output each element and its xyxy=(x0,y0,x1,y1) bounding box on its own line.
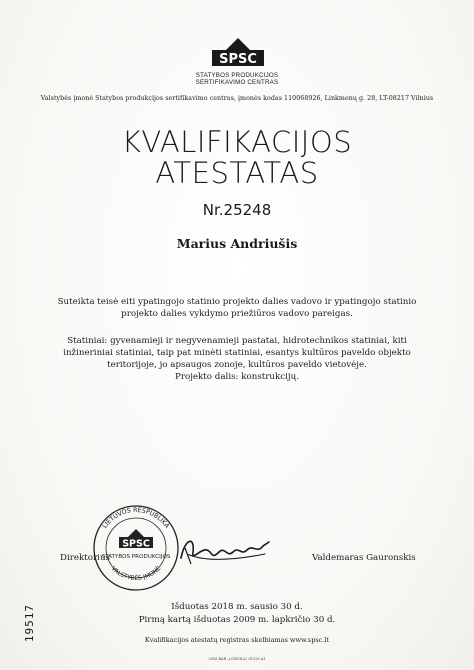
seal-top-text: LIETUVOS RESPUBLIKA xyxy=(101,506,171,530)
spsc-logo xyxy=(210,38,266,68)
seal-center-text: SPSC xyxy=(122,538,150,550)
printer-imprint: 2016 BAB „LODVILA" 61329 A1 xyxy=(208,657,266,661)
structures-text: Statiniai: gyvenamieji ir negyvenamieji pastatai, hidrotechnikos statiniai, kiti inžineriniai statiniai, taip pat minėti statiniai, esantys kultūros paveldo objekto teritorijoje, jo apsaugos zonoje, kultūros paveldo vietovėje. xyxy=(63,336,411,370)
holder-name: Marius Andriušis xyxy=(176,236,298,251)
official-seal xyxy=(86,503,186,593)
logo-subtitle-line1: STATYBOS PRODUKCIJOS xyxy=(195,72,279,79)
director-label: Direktorius xyxy=(60,553,111,563)
grant-paragraph: Suteikta teisė eiti ypatingojo statinio projekto dalies vadovo ir ypatingojo statinio projekto dalies vykdymo priežiūros vadovo pareigas. xyxy=(57,297,417,319)
first-issued-date: Pirmą kartą išduotas 2009 m. lapkričio 30 d. xyxy=(138,615,336,625)
title-line1: KVALIFIKACIJOS xyxy=(121,125,353,159)
logo-subtitle-line2: SERTIFIKAVIMO CENTRAS xyxy=(195,79,279,86)
serial-number: 19517 xyxy=(23,604,36,643)
structures-paragraph xyxy=(55,335,419,383)
company-details: Valstybės įmonė Statybos produkcijos sertifikavimo centras, įmonės kodas 110068926, Linkmenų g. 28, LT-08217 Vilnius xyxy=(40,95,434,102)
director-signature xyxy=(175,528,275,573)
svg-text:LIETUVOS RESPUBLIKA xyxy=(102,507,171,530)
signer-name: Valdemaras Gauronskis xyxy=(312,553,416,563)
register-note: Kvalifikacijos atestatų registras skelbiamas www.spsc.lt xyxy=(144,636,330,644)
spsc-logo-text: SPSC xyxy=(219,52,257,67)
logo-subtitle xyxy=(170,72,304,86)
seal-bottom-text: VALSTYBĖS ĮMONĖ xyxy=(109,565,163,582)
seal-middle-text: STATYBOS PRODUKCIJOS xyxy=(101,554,171,560)
svg-text:VALSTYBĖS ĮMONĖ xyxy=(110,565,163,582)
certificate-number: Nr.25248 xyxy=(202,201,272,219)
title-line2: ATESTATAS xyxy=(155,156,319,190)
issue-dates xyxy=(0,601,474,627)
issued-date: Išduotas 2018 m. sausio 30 d. xyxy=(171,602,303,612)
project-part: Projekto dalis: konstrukcijų. xyxy=(174,372,299,382)
document-title xyxy=(0,127,474,189)
